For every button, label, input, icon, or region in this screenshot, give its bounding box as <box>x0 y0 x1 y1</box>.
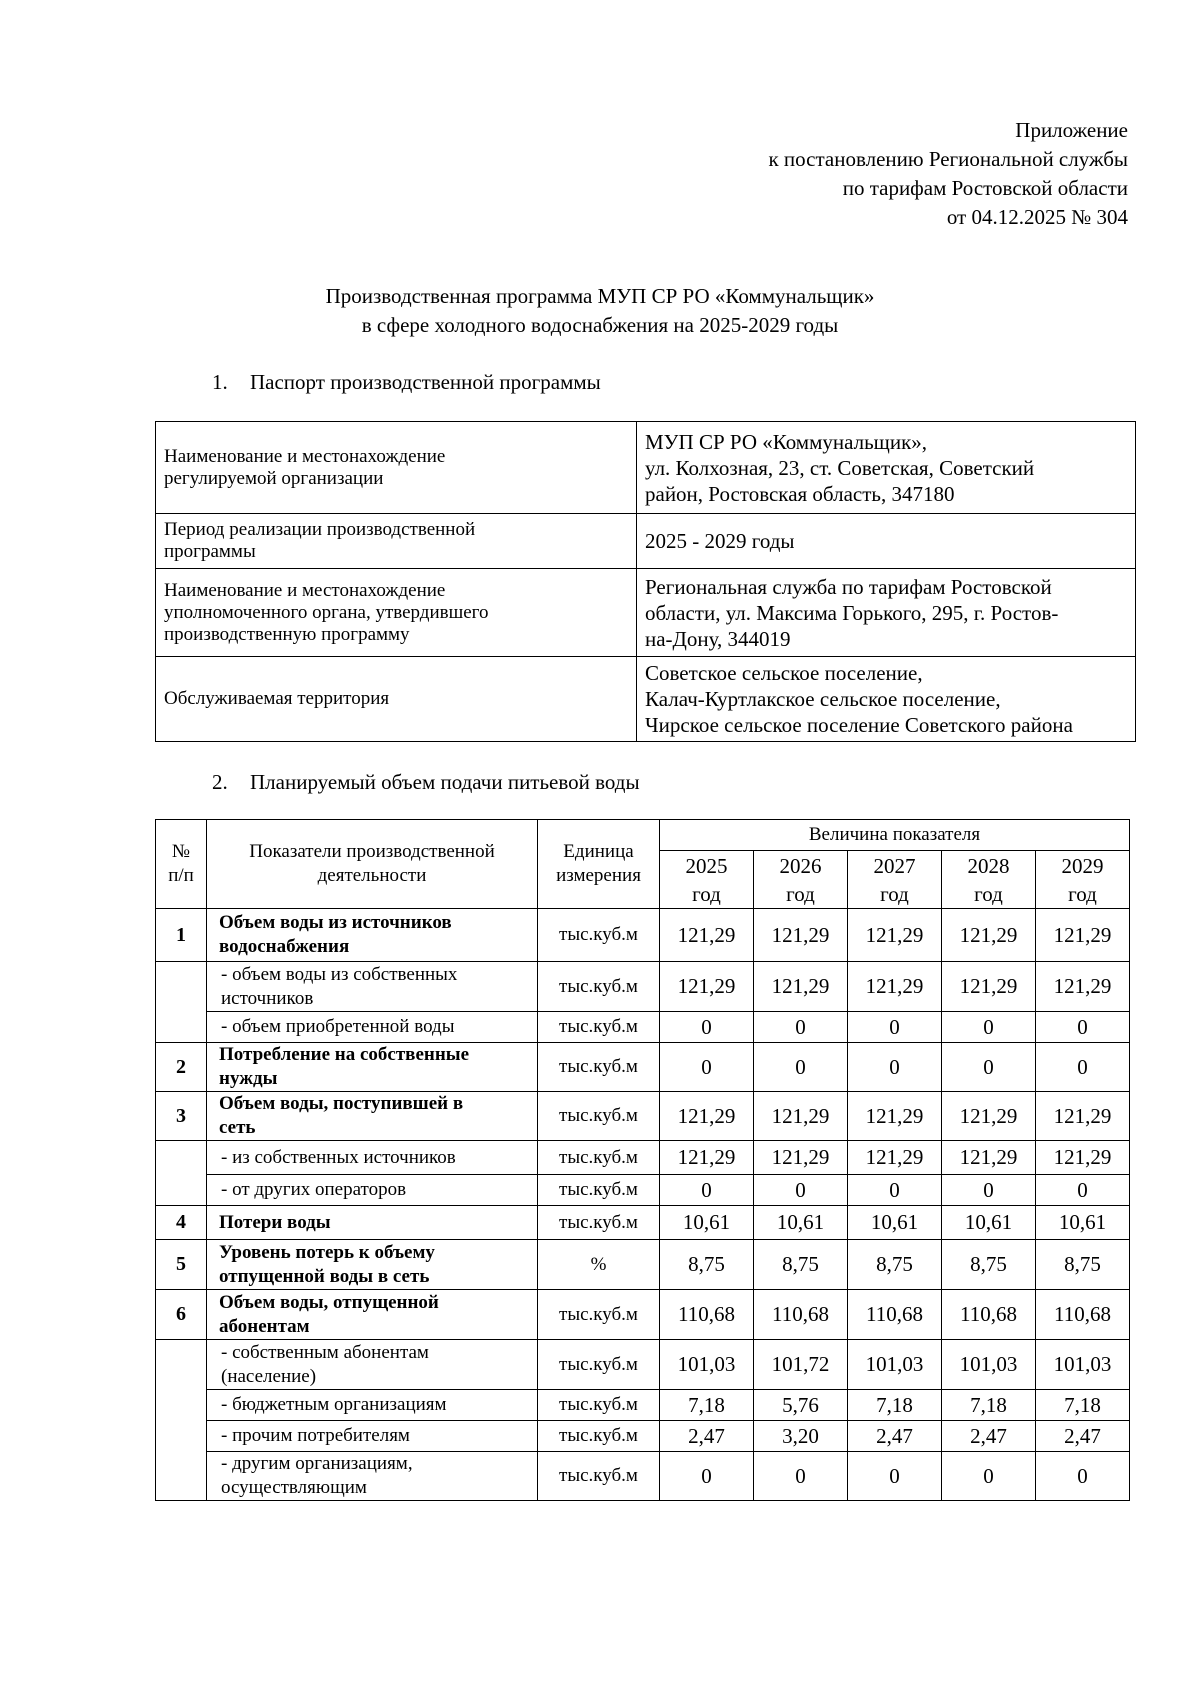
header-year-2026 <box>754 851 848 909</box>
indicator-name <box>207 1452 538 1501</box>
text-line: 2027 <box>873 853 916 878</box>
value-cell: 2,47 <box>942 1421 1036 1452</box>
text-line: нужды <box>219 1068 278 1089</box>
text-line: район, Ростовская область, 347180 <box>645 481 955 506</box>
header-indicator <box>207 820 538 909</box>
text-line: Потери воды <box>219 1211 331 1233</box>
unit-cell: тыс.куб.м <box>538 1390 660 1421</box>
appendix-line: по тарифам Ростовской области <box>842 176 1128 200</box>
text-line: - из собственных источников <box>221 1146 456 1168</box>
row-number: 3 <box>156 1092 207 1141</box>
value-cell: 110,68 <box>848 1290 942 1340</box>
value-cell: 101,03 <box>848 1340 942 1390</box>
value-cell: 121,29 <box>754 1092 848 1141</box>
value-cell: 101,03 <box>1036 1340 1130 1390</box>
unit-cell: тыс.куб.м <box>538 1452 660 1501</box>
passport-row <box>156 569 1136 657</box>
text-line: Наименование и местонахождение <box>164 579 446 601</box>
header-unit <box>538 820 660 909</box>
unit-cell: % <box>538 1240 660 1290</box>
text-line: Калач-Куртлакское сельское поселение, <box>645 687 1001 711</box>
value-cell: 0 <box>1036 1175 1130 1206</box>
value-cell: 110,68 <box>754 1290 848 1340</box>
value-cell: 0 <box>848 1043 942 1092</box>
row-number-empty <box>156 1141 207 1206</box>
text-line: Объем воды, поступившей в <box>219 1093 464 1114</box>
unit-cell: тыс.куб.м <box>538 1340 660 1390</box>
indicator-name <box>207 1421 538 1452</box>
value-cell: 121,29 <box>660 1141 754 1175</box>
text-line: № <box>171 841 191 862</box>
section-number: 1. <box>212 370 228 394</box>
value-cell: 121,29 <box>942 1092 1036 1141</box>
header-row <box>156 820 1130 851</box>
value-cell: 0 <box>848 1012 942 1043</box>
header-year-2027 <box>848 851 942 909</box>
table-row <box>156 1390 1130 1421</box>
table-row <box>156 1175 1130 1206</box>
header-value-group: Величина показателя <box>660 820 1130 851</box>
passport-value <box>637 514 1136 569</box>
text-line: - от других операторов <box>221 1179 407 1200</box>
text-line: Обслуживаемая территория <box>164 688 390 709</box>
text-line: на-Дону, 344019 <box>645 626 791 651</box>
text-line: 2026 <box>779 853 822 878</box>
value-cell: 0 <box>754 1175 848 1206</box>
value-cell: 10,61 <box>1036 1206 1130 1240</box>
value-cell: 2,47 <box>660 1421 754 1452</box>
volume-table <box>155 819 1130 1501</box>
value-cell: 101,72 <box>754 1340 848 1390</box>
passport-row <box>156 422 1136 514</box>
passport-value <box>637 569 1136 657</box>
text-line: источников <box>221 987 314 1009</box>
row-number: 1 <box>156 909 207 962</box>
value-cell: 121,29 <box>942 909 1036 962</box>
unit-cell: тыс.куб.м <box>538 962 660 1012</box>
table-row <box>156 1043 1130 1092</box>
text-line: Региональная служба по тарифам Ростовской <box>645 574 1052 599</box>
indicator-name <box>207 1043 538 1092</box>
indicator-name <box>207 1012 538 1043</box>
unit-cell: тыс.куб.м <box>538 1141 660 1175</box>
appendix-line: Приложение <box>1015 118 1128 142</box>
passport-value <box>637 422 1136 514</box>
table-row <box>156 1240 1130 1290</box>
value-cell: 101,03 <box>942 1340 1036 1390</box>
value-cell: 110,68 <box>942 1290 1036 1340</box>
title-line: Производственная программа МУП СР РО «Коммунальщик» <box>325 284 875 308</box>
value-cell: 2,47 <box>848 1421 942 1452</box>
text-line: 2025 <box>685 853 728 878</box>
indicator-name <box>207 1290 538 1340</box>
value-cell: 110,68 <box>660 1290 754 1340</box>
value-cell: 10,61 <box>660 1206 754 1240</box>
unit-cell: тыс.куб.м <box>538 1175 660 1206</box>
row-number: 6 <box>156 1290 207 1340</box>
table-row <box>156 1206 1130 1240</box>
text-line: Единица <box>563 841 634 862</box>
indicator-name <box>207 1141 538 1175</box>
text-line: п/п <box>168 865 194 886</box>
passport-row <box>156 657 1136 742</box>
value-cell: 121,29 <box>1036 1141 1130 1175</box>
value-cell: 0 <box>660 1175 754 1206</box>
passport-label <box>156 657 637 742</box>
row-number: 4 <box>156 1206 207 1240</box>
table-row <box>156 909 1130 962</box>
value-cell: 121,29 <box>848 1141 942 1175</box>
text-line: Чирское сельское поселение Советского района <box>645 713 1073 737</box>
indicator-name <box>207 909 538 962</box>
value-cell: 121,29 <box>660 962 754 1012</box>
indicator-name <box>207 1175 538 1206</box>
unit-cell: тыс.куб.м <box>538 1290 660 1340</box>
header-year-2025 <box>660 851 754 909</box>
text-line: 2025 - 2029 годы <box>645 529 795 553</box>
text-line: измерения <box>556 865 641 886</box>
text-line: - другим организациям, <box>221 1453 413 1474</box>
value-cell: 0 <box>660 1012 754 1043</box>
text-line: Уровень потерь к объему <box>219 1241 435 1263</box>
text-line: области, ул. Максима Горького, 295, г. Ростов- <box>645 600 1059 625</box>
text-line: ул. Колхозная, 23, ст. Советская, Советский <box>645 455 1035 480</box>
value-cell: 7,18 <box>848 1390 942 1421</box>
unit-cell: тыс.куб.м <box>538 909 660 962</box>
value-cell: 0 <box>754 1043 848 1092</box>
value-cell: 121,29 <box>848 1092 942 1141</box>
row-number-empty <box>156 1340 207 1501</box>
text-line: программы <box>164 541 256 562</box>
value-cell: 10,61 <box>754 1206 848 1240</box>
value-cell: 8,75 <box>848 1240 942 1290</box>
indicator-name <box>207 1390 538 1421</box>
value-cell: 0 <box>942 1452 1036 1501</box>
text-line: Наименование и местонахождение <box>164 445 446 467</box>
value-cell: 101,03 <box>660 1340 754 1390</box>
value-cell: 0 <box>942 1012 1036 1043</box>
table-row <box>156 1290 1130 1340</box>
passport-value <box>637 657 1136 742</box>
value-cell: 2,47 <box>1036 1421 1130 1452</box>
header-num <box>156 820 207 909</box>
value-cell: 121,29 <box>1036 909 1130 962</box>
value-cell: 5,76 <box>754 1390 848 1421</box>
text-line: регулируемой организации <box>164 467 384 489</box>
value-cell: 0 <box>754 1452 848 1501</box>
appendix-block <box>768 116 1128 232</box>
passport-label <box>156 569 637 657</box>
value-cell: 7,18 <box>660 1390 754 1421</box>
value-cell: 121,29 <box>754 1141 848 1175</box>
passport-label <box>156 514 637 569</box>
text-line: - объем приобретенной воды <box>221 1016 455 1037</box>
appendix-line: от 04.12.2025 № 304 <box>946 205 1128 229</box>
value-cell: 7,18 <box>1036 1390 1130 1421</box>
table-row <box>156 962 1130 1012</box>
text-line: деятельности <box>317 865 427 886</box>
passport-row <box>156 514 1136 569</box>
value-cell: 0 <box>942 1175 1036 1206</box>
table-row <box>156 1012 1130 1043</box>
value-cell: 8,75 <box>754 1240 848 1290</box>
text-line: уполномоченного органа, утвердившего <box>164 601 489 623</box>
value-cell: 0 <box>1036 1012 1130 1043</box>
text-line: Советское сельское поселение, <box>645 661 923 685</box>
value-cell: 8,75 <box>1036 1240 1130 1290</box>
row-number: 2 <box>156 1043 207 1092</box>
text-line: - объем воды из собственных <box>221 963 458 985</box>
unit-cell: тыс.куб.м <box>538 1043 660 1092</box>
value-cell: 121,29 <box>1036 1092 1130 1141</box>
table-row <box>156 1421 1130 1452</box>
value-cell: 110,68 <box>1036 1290 1130 1340</box>
text-line: Объем воды, отпущенной <box>219 1291 439 1313</box>
indicator-name <box>207 962 538 1012</box>
text-line: (население) <box>221 1365 317 1387</box>
passport-table <box>155 421 1136 742</box>
section-heading-passport <box>212 368 601 397</box>
text-line: абонентам <box>219 1315 310 1337</box>
title-line: в сфере холодного водоснабжения на 2025-2029 годы <box>361 313 839 337</box>
text-line: год <box>1068 881 1097 906</box>
text-line: год <box>692 881 721 906</box>
text-line: водоснабжения <box>219 936 350 957</box>
value-cell: 121,29 <box>754 962 848 1012</box>
table-row <box>156 1141 1130 1175</box>
text-line: год <box>786 881 815 906</box>
table-row <box>156 1092 1130 1141</box>
text-line: сеть <box>219 1117 256 1138</box>
value-cell: 0 <box>1036 1452 1130 1501</box>
header-year-2029 <box>1036 851 1130 909</box>
value-cell: 0 <box>660 1452 754 1501</box>
value-cell: 10,61 <box>942 1206 1036 1240</box>
value-cell: 121,29 <box>848 909 942 962</box>
text-line: год <box>974 881 1003 906</box>
value-cell: 8,75 <box>942 1240 1036 1290</box>
text-line: год <box>880 881 909 906</box>
text-line: отпущенной воды в сеть <box>219 1265 430 1287</box>
value-cell: 8,75 <box>660 1240 754 1290</box>
value-cell: 10,61 <box>848 1206 942 1240</box>
section-label: Планируемый объем подачи питьевой воды <box>250 770 640 794</box>
value-cell: 3,20 <box>754 1421 848 1452</box>
table-row <box>156 1340 1130 1390</box>
text-line: производственную программу <box>164 623 410 645</box>
text-line: - собственным абонентам <box>221 1341 429 1363</box>
passport-label <box>156 422 637 514</box>
text-line: Период реализации производственной <box>164 519 476 540</box>
value-cell: 0 <box>942 1043 1036 1092</box>
value-cell: 7,18 <box>942 1390 1036 1421</box>
text-line: Показатели производственной <box>249 841 495 862</box>
value-cell: 121,29 <box>660 1092 754 1141</box>
value-cell: 0 <box>660 1043 754 1092</box>
text-line: осуществляющим <box>221 1477 367 1498</box>
appendix-line: к постановлению Региональной службы <box>768 147 1128 171</box>
section-heading-volume <box>212 768 640 797</box>
text-line: Объем воды из источников <box>219 912 452 933</box>
indicator-name <box>207 1240 538 1290</box>
unit-cell: тыс.куб.м <box>538 1206 660 1240</box>
value-cell: 121,29 <box>848 962 942 1012</box>
value-cell: 121,29 <box>660 909 754 962</box>
document-title <box>0 282 1200 340</box>
text-line: МУП СР РО «Коммунальщик», <box>645 429 928 454</box>
unit-cell: тыс.куб.м <box>538 1012 660 1043</box>
section-label: Паспорт производственной программы <box>250 370 601 394</box>
indicator-name <box>207 1206 538 1240</box>
text-line: Потребление на собственные <box>219 1044 470 1065</box>
section-number: 2. <box>212 770 228 794</box>
value-cell: 121,29 <box>942 962 1036 1012</box>
value-cell: 121,29 <box>1036 962 1130 1012</box>
text-line: 2029 <box>1061 853 1104 878</box>
value-cell: 0 <box>1036 1043 1130 1092</box>
row-number-empty <box>156 962 207 1043</box>
text-line: - бюджетным организациям <box>221 1394 447 1415</box>
row-number: 5 <box>156 1240 207 1290</box>
indicator-name <box>207 1340 538 1390</box>
header-year-2028 <box>942 851 1036 909</box>
value-cell: 0 <box>848 1452 942 1501</box>
text-line: - прочим потребителям <box>221 1425 410 1446</box>
indicator-name <box>207 1092 538 1141</box>
value-cell: 121,29 <box>754 909 848 962</box>
table-row <box>156 1452 1130 1501</box>
value-cell: 0 <box>754 1012 848 1043</box>
unit-cell: тыс.куб.м <box>538 1421 660 1452</box>
value-cell: 121,29 <box>942 1141 1036 1175</box>
value-cell: 0 <box>848 1175 942 1206</box>
unit-cell: тыс.куб.м <box>538 1092 660 1141</box>
text-line: 2028 <box>967 853 1010 878</box>
